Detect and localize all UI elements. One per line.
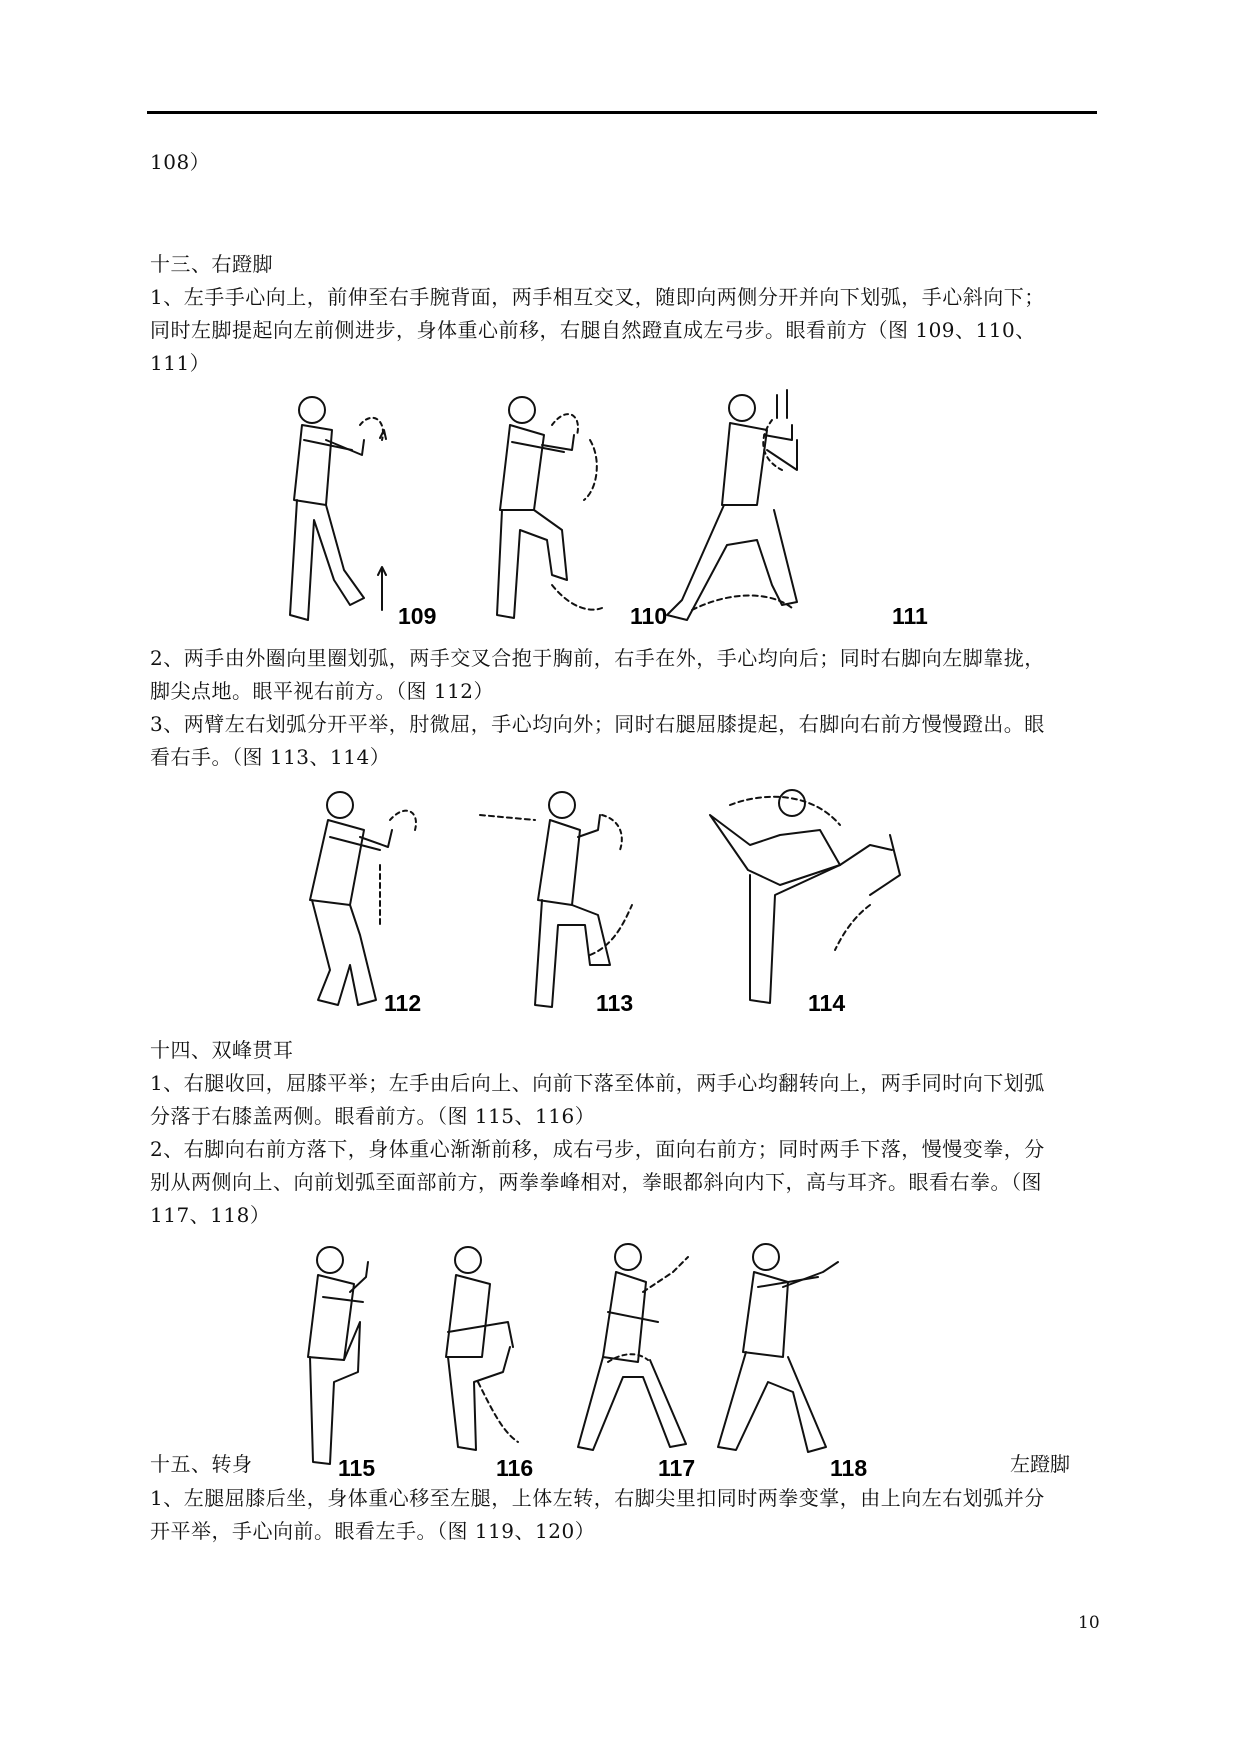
figure-111-illustration [667,390,797,620]
figure-112-illustration [310,792,416,1005]
figure-label-116: 116 [496,1455,534,1481]
page-number: 10 [1078,1613,1100,1633]
figure-115-illustration [308,1247,368,1464]
figure-label-118: 118 [830,1455,868,1481]
figure-row-112-114 [280,775,985,1025]
text-line: 分落于右膝盖两侧。眼看前方。（图 115、116） [150,1104,596,1128]
figure-label-112: 112 [384,990,422,1016]
figure-117-illustration [578,1244,688,1450]
text-line: 2、两手由外圈向里圈划弧，两手交叉合抱于胸前，右手在外，手心均向后；同时右脚向左脚靠拢， [150,646,1045,670]
text-line: 108） [150,150,211,174]
figure-109-illustration [290,397,386,620]
figure-label-113: 113 [596,990,634,1016]
figure-label-111: 111 [892,603,928,629]
text-line: 别从两侧向上、向前划弧至面部前方，两拳拳峰相对，拳眼都斜向内下，高与耳齐。眼看右拳。（图 [150,1170,1042,1194]
figure-116-illustration [446,1247,518,1450]
figure-110-illustration [497,397,602,618]
text-line: 同时左脚提起向左前侧进步，身体重心前移，右腿自然蹬直成左弓步。眼看前方（图 109、110、 [150,318,1036,342]
text-line: 111） [150,351,211,375]
figure-113-illustration [480,792,632,1007]
figure-label-110: 110 [630,603,668,629]
text-line: 1、左手手心向上，前伸至右手腕背面，两手相互交叉，随即向两侧分开并向下划弧，手心斜向下； [150,285,1045,309]
text-line: 1、左腿屈膝后坐，身体重心移至左腿，上体左转，右脚尖里扣同时两拳变掌，由上向左右划弧并分 [150,1486,1045,1510]
text-line: 3、两臂左右划弧分开平举，肘微屈，手心均向外；同时右腿屈膝提起，右脚向右前方慢慢蹬出。眼 [150,712,1045,736]
figure-row-115-118 [278,1232,990,1482]
text-line: 2、右脚向右前方落下，身体重心渐渐前移，成右弓步，面向右前方；同时两手下落，慢慢变拳，分 [150,1137,1045,1161]
figure-label-109: 109 [398,603,437,629]
text-line: 开平举，手心向前。眼看左手。（图 119、120） [150,1519,596,1543]
figure-118-illustration [718,1244,838,1452]
text-line: 1、右腿收回，屈膝平举；左手由后向上、向前下落至体前，两手心均翻转向上，两手同时向下划弧 [150,1071,1045,1095]
section-title-15: 十五、转身 [150,1452,253,1476]
text-line: 脚尖点地。眼平视右前方。（图 112） [150,679,495,703]
figure-114-illustration [710,790,900,1003]
figure-label-114: 114 [808,990,846,1016]
section-title-14: 十四、双峰贯耳 [150,1038,294,1062]
section-title-15-right: 左蹬脚 [1010,1452,1070,1476]
text-line: 看右手。（图 113、114） [150,745,391,769]
section-title-13: 十三、右蹬脚 [150,252,273,276]
figure-label-117: 117 [658,1455,696,1481]
figure-row-109-111 [252,380,962,634]
text-line: 117、118） [150,1203,271,1227]
figure-label-115: 115 [338,1455,376,1481]
header-rule [147,111,1097,114]
